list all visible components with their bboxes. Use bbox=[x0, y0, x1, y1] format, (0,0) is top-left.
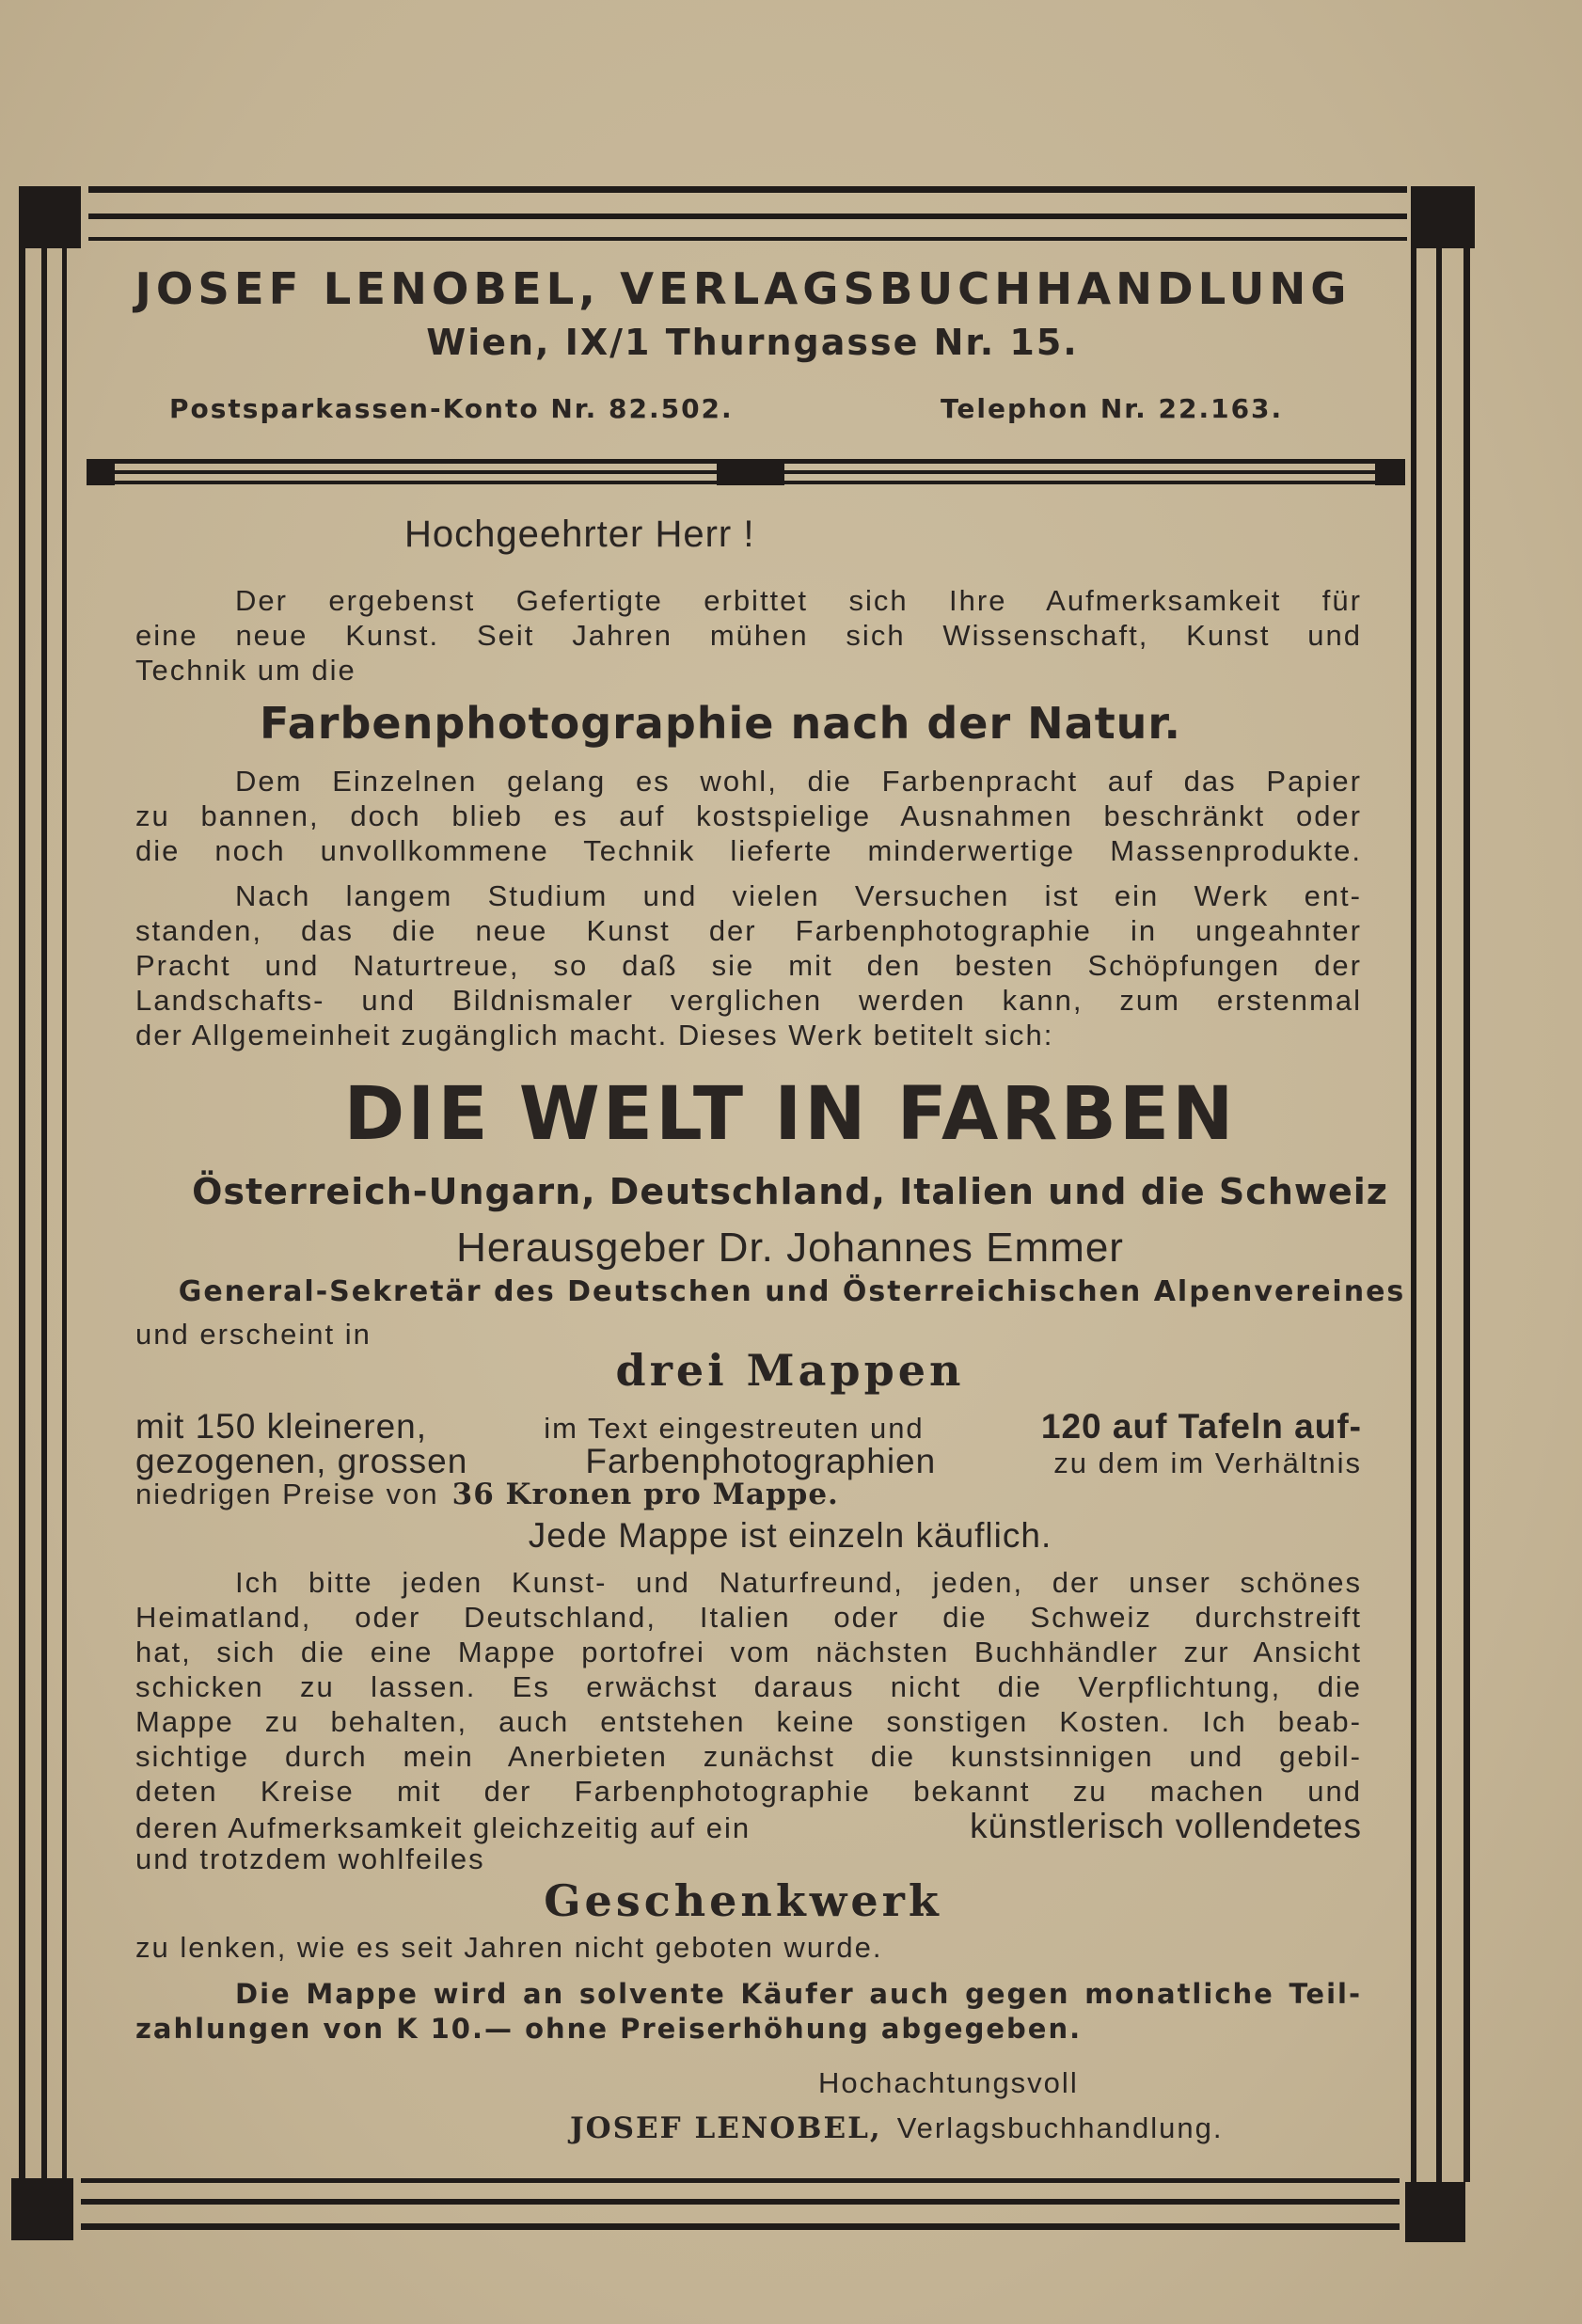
postal-account: Postsparkassen-Konto Nr. 82.502. bbox=[169, 393, 734, 424]
paragraph-4-line-1 bbox=[135, 1407, 1362, 1447]
mounted-large: gezogenen, grossen bbox=[135, 1442, 468, 1480]
paragraph-5-line-6: sichtige durch mein Anerbieten zunächst die kunstsinnigen und gebil- bbox=[135, 1740, 1362, 1773]
count-plates: 120 auf Tafeln auf- bbox=[1040, 1407, 1362, 1446]
frame-left-rule-2 bbox=[41, 248, 47, 2178]
ratio-text: zu dem im Verhältnis bbox=[1053, 1447, 1362, 1479]
secretary-line: General-Sekretär des Deutschen und Österreichischen Alpenvereines bbox=[178, 1275, 1406, 1308]
paragraph-2-line-1: Dem Einzelnen gelang es wohl, die Farbenpracht auf das Papier bbox=[235, 765, 1362, 798]
price: 36 Kronen pro Mappe. bbox=[451, 1478, 839, 1511]
appears-in-line: und erscheint in bbox=[135, 1318, 372, 1351]
publisher-address: Wien, IX/1 Thurngasse Nr. 15. bbox=[426, 322, 1079, 363]
frame-corner-top-right bbox=[1411, 186, 1475, 248]
paragraph-1-line-2: eine neue Kunst. Seit Jahren mühen sich Wissenschaft, Kunst und bbox=[135, 619, 1362, 652]
each-folder-notice: Jede Mappe ist einzeln käuflich. bbox=[528, 1516, 1052, 1555]
heading-color-photography: Farbenphotographie nach der Natur. bbox=[260, 698, 1182, 749]
frame-left-rule-3 bbox=[62, 248, 67, 2178]
paragraph-3-line-2: standen, das die neue Kunst der Farbenphotographie in ungeahnter bbox=[135, 914, 1362, 947]
paragraph-5-line-4: schicken zu lassen. Es erwächst daraus nicht die Verpflichtung, die bbox=[135, 1670, 1362, 1703]
text-in-text: im Text eingestreuten und bbox=[544, 1412, 925, 1445]
publisher-name: JOSEF LENOBEL, VERLAGSBUCHHANDLUNG bbox=[134, 263, 1352, 314]
paragraph-4-line-3 bbox=[135, 1477, 839, 1511]
salutation: Hochgeehrter Herr ! bbox=[404, 514, 755, 555]
paragraph-3-line-4: Landschafts- und Bildnismaler verglichen werden kann, zum erstenmal bbox=[135, 984, 1362, 1017]
frame-bottom-rule-3 bbox=[81, 2223, 1400, 2230]
paragraph-5-line-7: deten Kreise mit der Farbenphotographie bekannt zu machen und bbox=[135, 1775, 1362, 1808]
frame-right-rule-3 bbox=[1463, 248, 1470, 2182]
paragraph-5-line-2: Heimatland, oder Deutschland, Italien oder die Schweiz durchstreift bbox=[135, 1601, 1362, 1634]
artistic-completed: künstlerisch vollendetes bbox=[970, 1807, 1362, 1845]
signature-firm: Verlagsbuchhandlung. bbox=[896, 2111, 1224, 2144]
installments-line-2: zahlungen von K 10.— ohne Preiserhöhung abgegeben. bbox=[135, 2013, 1083, 2045]
color-photographs: Farbenphotographien bbox=[585, 1442, 937, 1480]
paragraph-5-line-9: und trotzdem wohlfeiles bbox=[135, 1842, 485, 1875]
attention-text: deren Aufmerksamkeit gleichzeitig auf ein bbox=[135, 1811, 751, 1844]
header-divider-line-1 bbox=[115, 459, 1375, 464]
frame-top-rule-1 bbox=[88, 186, 1407, 193]
countries-subtitle: Österreich-Ungarn, Deutschland, Italien und die Schweiz bbox=[192, 1171, 1388, 1212]
paragraph-3-line-1: Nach langem Studium und vielen Versuchen ist ein Werk ent- bbox=[235, 879, 1362, 912]
paragraph-1-line-3: Technik um die bbox=[135, 654, 356, 687]
paragraph-5-line-1: Ich bitte jeden Kunst- und Naturfreund, jeden, der unser schönes bbox=[235, 1566, 1362, 1599]
paragraph-3-line-5: der Allgemeinheit zugänglich macht. Dieses Werk betitelt sich: bbox=[135, 1019, 1054, 1051]
frame-right-rule-2 bbox=[1436, 248, 1442, 2182]
closing: Hochachtungsvoll bbox=[818, 2066, 1079, 2099]
installments-line-1: Die Mappe wird an solvente Käufer auch gegen monatliche Teil- bbox=[235, 1978, 1362, 2010]
frame-right-rule-1 bbox=[1411, 248, 1416, 2182]
count-smaller-photos: mit 150 kleineren, bbox=[135, 1407, 428, 1446]
paragraph-2-line-3: die noch unvollkommene Technik lieferte minderwertige Massenprodukte. bbox=[135, 834, 1362, 867]
header-divider-block-right bbox=[1375, 459, 1405, 485]
paragraph-5-line-5: Mappe zu behalten, auch entstehen keine sonstigen Kosten. Ich beab- bbox=[135, 1705, 1362, 1738]
paragraph-6: zu lenken, wie es seit Jahren nicht geboten wurde. bbox=[135, 1931, 883, 1964]
low-price-text: niedrigen Preise von bbox=[135, 1478, 439, 1510]
paragraph-5-line-8 bbox=[135, 1807, 1362, 1846]
frame-bottom-rule-1 bbox=[81, 2178, 1400, 2183]
paragraph-2-line-2: zu bannen, doch blieb es auf kostspielige Ausnahmen beschränkt oder bbox=[135, 799, 1362, 832]
frame-top-rule-2 bbox=[88, 213, 1407, 219]
telephone-number: Telephon Nr. 22.163. bbox=[941, 393, 1284, 424]
header-divider-line-3 bbox=[115, 481, 1375, 484]
frame-bottom-rule-2 bbox=[81, 2199, 1400, 2205]
header-divider-block-left bbox=[87, 459, 115, 485]
frame-left-rule-1 bbox=[19, 248, 25, 2178]
paragraph-3-line-3: Pracht und Naturtreue, so daß sie mit den besten Schöpfungen der bbox=[135, 949, 1362, 982]
editor-line: Herausgeber Dr. Johannes Emmer bbox=[456, 1225, 1124, 1271]
signature bbox=[570, 2111, 1224, 2145]
frame-corner-top-left bbox=[19, 186, 81, 248]
gift-work: Geschenkwerk bbox=[544, 1875, 942, 1926]
work-title: DIE WELT IN FARBEN bbox=[343, 1072, 1237, 1157]
paragraph-1-line-1: Der ergebenst Gefertigte erbittet sich Ihre Aufmerksamkeit für bbox=[235, 584, 1362, 617]
paragraph-5-line-3: hat, sich die eine Mappe portofrei vom nächsten Buchhändler zur Ansicht bbox=[135, 1636, 1362, 1668]
frame-corner-bottom-right bbox=[1405, 2182, 1465, 2242]
frame-corner-bottom-left bbox=[11, 2178, 73, 2240]
paragraph-4-line-2 bbox=[135, 1442, 1362, 1481]
three-folders: drei Mappen bbox=[615, 1345, 965, 1396]
header-divider-line-2 bbox=[115, 470, 1375, 474]
frame-top-rule-3 bbox=[88, 237, 1407, 241]
signature-name: JOSEF LENOBEL, bbox=[570, 2111, 882, 2145]
